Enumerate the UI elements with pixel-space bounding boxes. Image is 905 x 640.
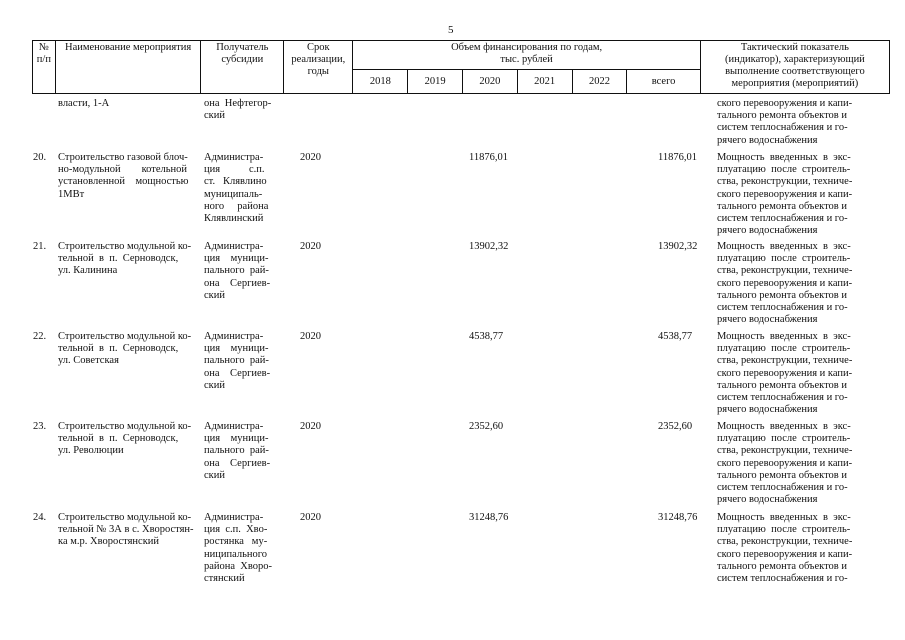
row-recipient: Администра- ция муници- пального рай- она Сергиев- ский	[204, 421, 271, 481]
header-year-2022: 2022	[572, 70, 627, 94]
header-year-2020: 2020	[462, 70, 517, 94]
row-name: Строительство газовой блоч- но-модульной котельной установленной мощностью 1МВт	[58, 152, 189, 200]
row-term: 2020	[300, 152, 321, 163]
row-name: Строительство модульной ко- тельной № 3А в с. Хворостян- ка м.р. Хворостянский	[58, 512, 194, 548]
page-number: 5	[448, 24, 454, 36]
row-indicator: Мощность введенных в экс- плуатацию после строитель- ства, реконструкции, техниче- ского перевооружения и капи- тального ремонта объектов и систем теплоснабжения и го- рячего водоснабжения	[717, 152, 853, 237]
header-financing: Объем финансирования по годам, тыс. рублей	[353, 41, 700, 70]
row-recipient: Администра- ция муници- пального рай- она Сергиев- ский	[204, 331, 271, 391]
header-recipient: Получатель субсидии	[201, 41, 284, 94]
header-year-2021: 2021	[517, 70, 572, 94]
row-total: 13902,32	[658, 241, 698, 252]
row-term: 2020	[300, 331, 321, 342]
row-term: 2020	[300, 241, 321, 252]
row-recipient: Администра- ция муници- пального рай- она Сергиев- ский	[204, 241, 271, 301]
row-recipient: Администра- ция с.п. ст. Клявлино муниципаль- ного района Клявлинский	[204, 152, 269, 225]
row-sum-2020: 4538,77	[469, 331, 504, 342]
cont-indicator: ского перевооружения и капи- тального ремонта объектов и систем теплоснабжения и го- рячего водоснабжения	[717, 98, 853, 146]
row-indicator: Мощность введенных в экс- плуатацию после строитель- ства, реконструкции, техниче- ского перевооружения и капи- тального ремонта объектов и систем теплоснабжения и го- рячего водоснабжения	[717, 241, 853, 326]
row-indicator: Мощность введенных в экс- плуатацию после строитель- ства, реконструкции, техниче- ского перевооружения и капи- тального ремонта объектов и систем теплоснабжения и го-	[717, 512, 853, 585]
row-term: 2020	[300, 512, 321, 523]
row-total: 11876,01	[658, 152, 697, 163]
header-name: Наименование мероприятия	[55, 41, 201, 94]
row-no: 21.	[33, 241, 47, 252]
header-term: Срок реализации, годы	[284, 41, 353, 94]
row-recipient: Администра- ция с.п. Хво- ростянка му- ниципального района Хворо- стянский	[204, 512, 273, 585]
row-name: Строительство модульной ко- тельной в п. Серноводск, ул. Советская	[58, 331, 192, 367]
row-sum-2020: 13902,32	[469, 241, 509, 252]
row-term: 2020	[300, 421, 321, 432]
row-name: Строительство модульной ко- тельной в п. Серноводск, ул. Революции	[58, 421, 192, 457]
header-indicator: Тактический показатель (индикатор), характеризующий выполнение соответствующего мероприятия (мероприятий)	[700, 41, 889, 94]
row-no: 20.	[33, 152, 47, 163]
row-no: 22.	[33, 331, 47, 342]
row-total: 31248,76	[658, 512, 698, 523]
row-total: 2352,60	[658, 421, 693, 432]
table-header	[32, 40, 890, 94]
header-total: всего	[627, 70, 700, 94]
row-no: 23.	[33, 421, 47, 432]
header-no: № п/п	[33, 41, 56, 94]
row-name: Строительство модульной ко- тельной в п. Серноводск, ул. Калинина	[58, 241, 192, 277]
header-year-2019: 2019	[408, 70, 463, 94]
row-sum-2020: 31248,76	[469, 512, 509, 523]
row-no: 24.	[33, 512, 47, 523]
cont-name: власти, 1-А	[58, 98, 110, 109]
cont-recipient: она Нефтегор- ский	[204, 98, 272, 122]
header-year-2018: 2018	[353, 70, 408, 94]
row-sum-2020: 2352,60	[469, 421, 504, 432]
row-total: 4538,77	[658, 331, 693, 342]
row-sum-2020: 11876,01	[469, 152, 508, 163]
row-indicator: Мощность введенных в экс- плуатацию после строитель- ства, реконструкции, техниче- ского перевооружения и капи- тального ремонта объектов и систем теплоснабжения и го- рячего водоснабжения	[717, 421, 853, 506]
row-indicator: Мощность введенных в экс- плуатацию после строитель- ства, реконструкции, техниче- ского перевооружения и капи- тального ремонта объектов и систем теплоснабжения и го- рячего водоснабжения	[717, 331, 853, 416]
